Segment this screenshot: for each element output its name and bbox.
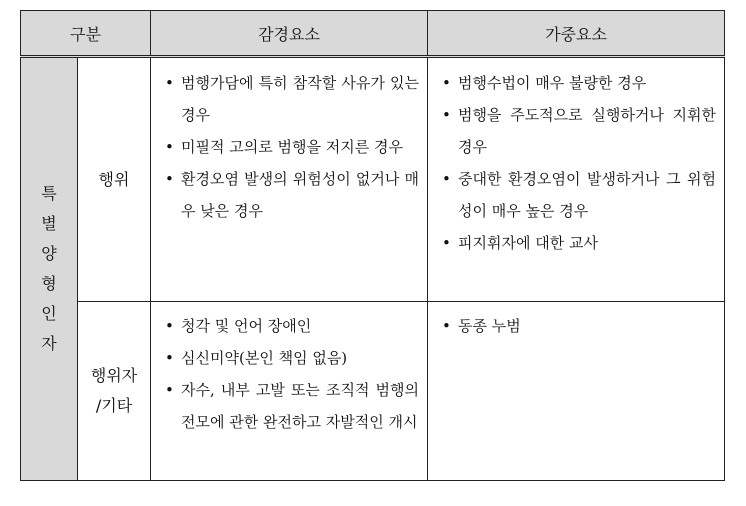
side-label-char: 특 [41, 184, 57, 203]
bullet: • [442, 170, 451, 188]
list-item-text: 범행수법이 매우 불량한 경우 [458, 74, 647, 92]
list-item [159, 374, 419, 438]
list-item [159, 67, 419, 131]
bullet: • [165, 349, 174, 367]
side-label-special-factors [21, 57, 78, 481]
list-item-text: 범행가담에 특히 참작할 사유가 있는 경우 [181, 74, 420, 124]
mitigating-conduct-cell [151, 57, 428, 302]
side-label-char: 자 [41, 334, 57, 353]
aggravating-conduct-list [428, 58, 724, 259]
list-item-text: 중대한 환경오염이 발생하거나 그 위험성이 매우 높은 경우 [458, 170, 717, 220]
list-item [436, 99, 716, 163]
side-label-char: 인 [41, 304, 57, 323]
bullet: • [442, 234, 451, 252]
sub-label-text: 행위자 [90, 366, 138, 385]
list-item-text: 환경오염 발생의 위험성이 없거나 매우 낮은 경우 [181, 170, 420, 220]
mitigating-offender-list [151, 302, 427, 438]
list-item-text: 피지휘자에 대한 교사 [458, 234, 598, 252]
bullet: • [165, 317, 174, 335]
bullet: • [442, 317, 451, 335]
bullet: • [442, 106, 451, 124]
list-item-text: 심신미약(본인 책임 없음) [181, 349, 348, 367]
row-conduct [21, 57, 725, 302]
sub-label-conduct [78, 57, 151, 302]
bullet: • [165, 381, 174, 399]
list-item [159, 342, 419, 374]
bullet: • [165, 138, 174, 156]
list-item-text: 범행을 주도적으로 실행하거나 지휘한 경우 [458, 106, 717, 156]
row-offender-other [21, 302, 725, 481]
mitigating-offender-cell [151, 302, 428, 481]
list-item-text: 자수, 내부 고발 또는 조직적 범행의 전모에 관한 완전하고 자발적인 개시 [181, 381, 420, 431]
list-item-text: 미필적 고의로 범행을 저지른 경우 [181, 138, 403, 156]
mitigating-conduct-list [151, 58, 427, 227]
header-row [21, 11, 725, 57]
sub-label-text: 행위 [98, 169, 130, 189]
bullet: • [165, 170, 174, 188]
side-label-char: 형 [41, 274, 57, 293]
sub-label-offender-other [78, 302, 151, 481]
side-label-char: 별 [41, 214, 57, 233]
header-aggravating: 가중요소 [428, 11, 725, 57]
header-category: 구분 [21, 11, 151, 57]
list-item [159, 163, 419, 227]
list-item [436, 163, 716, 227]
list-item [159, 131, 419, 163]
aggravating-offender-list [428, 302, 724, 342]
list-item [436, 227, 716, 259]
bullet: • [442, 74, 451, 92]
aggravating-conduct-cell [428, 57, 725, 302]
list-item [159, 310, 419, 342]
aggravating-offender-cell [428, 302, 725, 481]
side-label-char: 양 [41, 244, 57, 263]
sub-label-text: /기타 [95, 396, 133, 415]
list-item-text: 청각 및 언어 장애인 [181, 317, 312, 335]
list-item [436, 310, 716, 342]
list-item-text: 동종 누범 [458, 317, 521, 335]
header-mitigating: 감경요소 [151, 11, 428, 57]
list-item [436, 67, 716, 99]
bullet: • [165, 74, 174, 92]
sentencing-factors-table [20, 10, 725, 481]
